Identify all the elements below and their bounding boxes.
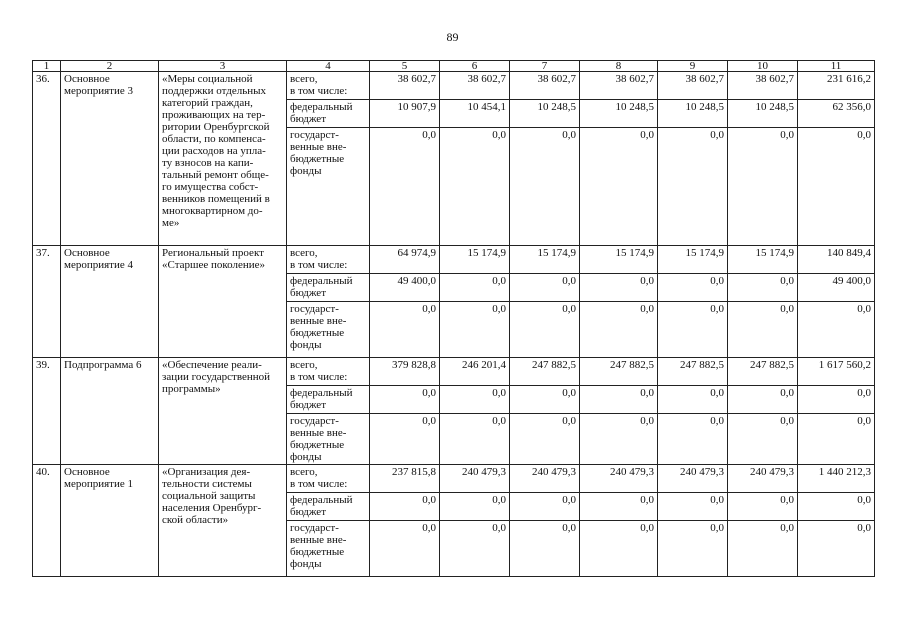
funding-source-cell: всего, в том числе: bbox=[287, 358, 370, 386]
amount-cell: 247 882,5 bbox=[658, 358, 728, 386]
table-row bbox=[33, 72, 875, 100]
amount-cell: 240 479,3 bbox=[728, 465, 798, 493]
amount-cell: 0,0 bbox=[798, 386, 875, 414]
row-number-cell: 36. bbox=[33, 72, 61, 246]
amount-cell: 0,0 bbox=[728, 414, 798, 465]
row-type-cell: Основное мероприятие 4 bbox=[61, 246, 159, 358]
column-header: 10 bbox=[728, 61, 798, 72]
amount-cell: 38 602,7 bbox=[510, 72, 580, 100]
amount-cell: 240 479,3 bbox=[580, 465, 658, 493]
amount-cell: 0,0 bbox=[798, 521, 875, 577]
amount-cell: 0,0 bbox=[658, 302, 728, 358]
amount-cell: 0,0 bbox=[728, 128, 798, 246]
amount-cell: 0,0 bbox=[580, 128, 658, 246]
column-header: 7 bbox=[510, 61, 580, 72]
amount-cell: 0,0 bbox=[580, 302, 658, 358]
amount-cell: 0,0 bbox=[510, 414, 580, 465]
amount-cell: 0,0 bbox=[580, 493, 658, 521]
amount-cell: 0,0 bbox=[728, 302, 798, 358]
row-name-cell: «Обеспечение реали- зации государственной программы» bbox=[159, 358, 287, 465]
amount-cell: 0,0 bbox=[580, 414, 658, 465]
amount-cell: 379 828,8 bbox=[370, 358, 440, 386]
amount-cell: 247 882,5 bbox=[728, 358, 798, 386]
funding-source-cell: всего, в том числе: bbox=[287, 246, 370, 274]
amount-cell: 10 454,1 bbox=[440, 100, 510, 128]
funding-source-cell: всего, в том числе: bbox=[287, 465, 370, 493]
funding-source-cell: государст- венные вне- бюджетные фонды bbox=[287, 521, 370, 577]
row-number-cell: 37. bbox=[33, 246, 61, 358]
amount-cell: 0,0 bbox=[798, 302, 875, 358]
amount-cell: 62 356,0 bbox=[798, 100, 875, 128]
row-type-cell: Основное мероприятие 3 bbox=[61, 72, 159, 246]
amount-cell: 10 248,5 bbox=[728, 100, 798, 128]
financing-table bbox=[32, 60, 875, 577]
column-header: 8 bbox=[580, 61, 658, 72]
amount-cell: 237 815,8 bbox=[370, 465, 440, 493]
amount-cell: 1 440 212,3 bbox=[798, 465, 875, 493]
column-number-row bbox=[33, 61, 875, 72]
funding-source-cell: федеральный бюджет bbox=[287, 493, 370, 521]
row-number-cell: 39. bbox=[33, 358, 61, 465]
column-header: 3 bbox=[159, 61, 287, 72]
amount-cell: 0,0 bbox=[510, 386, 580, 414]
amount-cell: 38 602,7 bbox=[440, 72, 510, 100]
amount-cell: 0,0 bbox=[728, 386, 798, 414]
funding-source-cell: всего, в том числе: bbox=[287, 72, 370, 100]
amount-cell: 15 174,9 bbox=[440, 246, 510, 274]
amount-cell: 0,0 bbox=[798, 414, 875, 465]
amount-cell: 0,0 bbox=[580, 386, 658, 414]
amount-cell: 0,0 bbox=[658, 274, 728, 302]
funding-source-cell: государст- венные вне- бюджетные фонды bbox=[287, 128, 370, 246]
amount-cell: 0,0 bbox=[510, 521, 580, 577]
funding-source-cell: государст- венные вне- бюджетные фонды bbox=[287, 302, 370, 358]
amount-cell: 0,0 bbox=[440, 521, 510, 577]
amount-cell: 38 602,7 bbox=[658, 72, 728, 100]
table-body bbox=[33, 72, 875, 577]
amount-cell: 38 602,7 bbox=[370, 72, 440, 100]
amount-cell: 38 602,7 bbox=[580, 72, 658, 100]
amount-cell: 231 616,2 bbox=[798, 72, 875, 100]
amount-cell: 0,0 bbox=[728, 521, 798, 577]
amount-cell: 0,0 bbox=[510, 493, 580, 521]
column-header: 6 bbox=[440, 61, 510, 72]
amount-cell: 10 248,5 bbox=[510, 100, 580, 128]
amount-cell: 0,0 bbox=[370, 302, 440, 358]
amount-cell: 10 907,9 bbox=[370, 100, 440, 128]
column-header: 11 bbox=[798, 61, 875, 72]
amount-cell: 0,0 bbox=[798, 493, 875, 521]
amount-cell: 15 174,9 bbox=[728, 246, 798, 274]
amount-cell: 10 248,5 bbox=[580, 100, 658, 128]
amount-cell: 0,0 bbox=[580, 521, 658, 577]
funding-source-cell: федеральный бюджет bbox=[287, 100, 370, 128]
amount-cell: 0,0 bbox=[440, 414, 510, 465]
amount-cell: 15 174,9 bbox=[658, 246, 728, 274]
funding-source-cell: государст- венные вне- бюджетные фонды bbox=[287, 414, 370, 465]
amount-cell: 0,0 bbox=[510, 274, 580, 302]
page-number: 89 bbox=[446, 30, 459, 44]
row-type-cell: Основное мероприятие 1 bbox=[61, 465, 159, 577]
amount-cell: 0,0 bbox=[440, 128, 510, 246]
amount-cell: 0,0 bbox=[658, 386, 728, 414]
amount-cell: 0,0 bbox=[440, 274, 510, 302]
amount-cell: 246 201,4 bbox=[440, 358, 510, 386]
column-header: 1 bbox=[33, 61, 61, 72]
row-name-cell: «Организация дея- тельности системы социальной защиты населения Оренбург- ской области» bbox=[159, 465, 287, 577]
row-type-cell: Подпрограмма 6 bbox=[61, 358, 159, 465]
amount-cell: 0,0 bbox=[510, 302, 580, 358]
row-name-cell: Региональный проект «Старшее поколение» bbox=[159, 246, 287, 358]
amount-cell: 10 248,5 bbox=[658, 100, 728, 128]
amount-cell: 0,0 bbox=[370, 386, 440, 414]
amount-cell: 247 882,5 bbox=[580, 358, 658, 386]
row-name-cell: «Меры социальной поддержки отдельных категорий граждан, проживающих на тер- ритории Оренбургской области, по компенса- ции расходов на упла- ту взносов на капи- тальный ремонт обще- го имущества собст- венников помещений в многоквартирном до- ме» bbox=[159, 72, 287, 246]
amount-cell: 49 400,0 bbox=[370, 274, 440, 302]
amount-cell: 0,0 bbox=[440, 386, 510, 414]
amount-cell: 15 174,9 bbox=[580, 246, 658, 274]
amount-cell: 0,0 bbox=[798, 128, 875, 246]
amount-cell: 247 882,5 bbox=[510, 358, 580, 386]
amount-cell: 0,0 bbox=[658, 128, 728, 246]
column-header: 5 bbox=[370, 61, 440, 72]
table-row bbox=[33, 358, 875, 386]
amount-cell: 0,0 bbox=[658, 414, 728, 465]
amount-cell: 15 174,9 bbox=[510, 246, 580, 274]
amount-cell: 1 617 560,2 bbox=[798, 358, 875, 386]
amount-cell: 240 479,3 bbox=[440, 465, 510, 493]
column-header: 9 bbox=[658, 61, 728, 72]
amount-cell: 0,0 bbox=[728, 493, 798, 521]
amount-cell: 0,0 bbox=[728, 274, 798, 302]
amount-cell: 0,0 bbox=[440, 302, 510, 358]
amount-cell: 0,0 bbox=[510, 128, 580, 246]
column-header: 4 bbox=[287, 61, 370, 72]
table-row bbox=[33, 465, 875, 493]
amount-cell: 0,0 bbox=[658, 521, 728, 577]
amount-cell: 0,0 bbox=[440, 493, 510, 521]
amount-cell: 38 602,7 bbox=[728, 72, 798, 100]
column-header: 2 bbox=[61, 61, 159, 72]
funding-source-cell: федеральный бюджет bbox=[287, 274, 370, 302]
amount-cell: 64 974,9 bbox=[370, 246, 440, 274]
amount-cell: 240 479,3 bbox=[658, 465, 728, 493]
amount-cell: 0,0 bbox=[370, 128, 440, 246]
amount-cell: 0,0 bbox=[370, 414, 440, 465]
row-number-cell: 40. bbox=[33, 465, 61, 577]
amount-cell: 0,0 bbox=[370, 493, 440, 521]
amount-cell: 0,0 bbox=[370, 521, 440, 577]
amount-cell: 0,0 bbox=[658, 493, 728, 521]
funding-source-cell: федеральный бюджет bbox=[287, 386, 370, 414]
amount-cell: 140 849,4 bbox=[798, 246, 875, 274]
amount-cell: 0,0 bbox=[580, 274, 658, 302]
table-row bbox=[33, 246, 875, 274]
amount-cell: 240 479,3 bbox=[510, 465, 580, 493]
amount-cell: 49 400,0 bbox=[798, 274, 875, 302]
